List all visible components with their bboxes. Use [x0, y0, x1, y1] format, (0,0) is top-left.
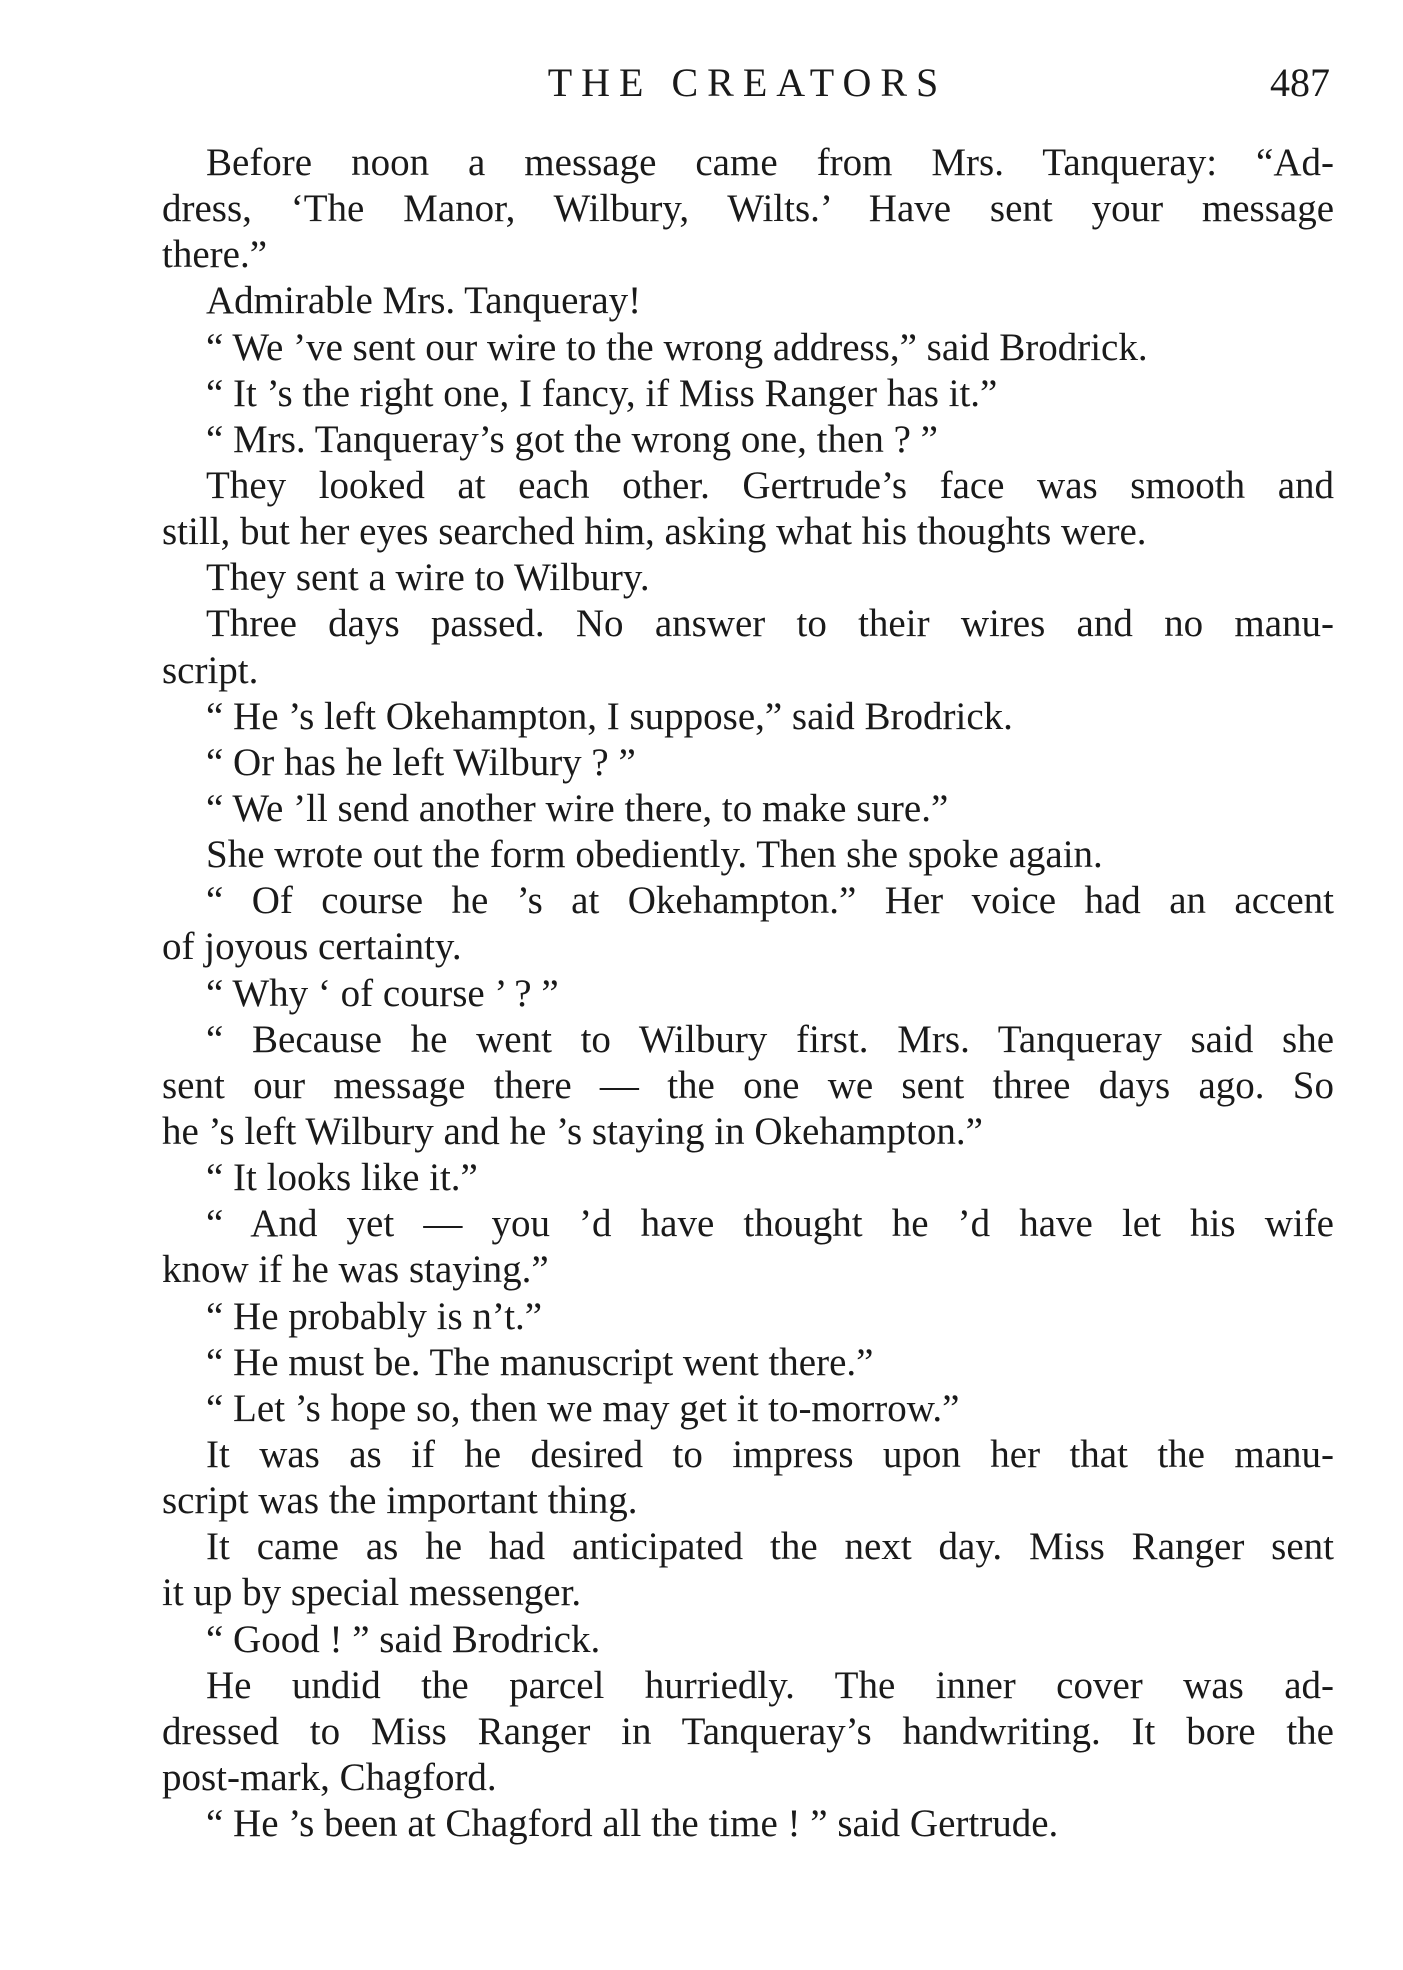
text-line: it up by special messenger. [162, 1571, 582, 1615]
text-line: dressed to Miss Ranger in Tanqueray’s handwriting. It bore the [162, 1709, 1334, 1753]
text-line: sent our message there — the one we sent three days ago. So [162, 1063, 1334, 1107]
text-line: “ Why ‘ of course ’ ? ” [206, 971, 559, 1015]
text-line: “ It ’s the right one, I fancy, if Miss Ranger has it.” [206, 371, 998, 415]
text-line: He undid the parcel hurriedly. The inner cover was ad- [206, 1663, 1334, 1707]
text-line: there.” [162, 233, 268, 277]
text-line: “ Because he went to Wilbury first. Mrs. Tanqueray said she [206, 1017, 1334, 1061]
text-line: She wrote out the form obediently. Then she spoke again. [206, 833, 1103, 877]
text-line: “ He probably is n’t.” [206, 1294, 543, 1338]
text-line: of joyous certainty. [162, 925, 462, 969]
text-line: “ He ’s been at Chagford all the time ! ” said Gertrude. [206, 1802, 1059, 1846]
text-line: Admirable Mrs. Tanqueray! [206, 279, 642, 323]
text-line: “ Good ! ” said Brodrick. [206, 1617, 601, 1661]
text-line: “ He ’s left Okehampton, I suppose,” said Brodrick. [206, 694, 1013, 738]
text-line: Three days passed. No answer to their wires and no manu- [206, 602, 1334, 646]
text-line: “ He must be. The manuscript went there.” [206, 1340, 874, 1384]
text-line: “ Let ’s hope so, then we may get it to-morrow.” [206, 1386, 960, 1430]
text-line: script was the important thing. [162, 1479, 638, 1523]
running-title: THE CREATORS [547, 60, 948, 105]
text-line: know if he was staying.” [162, 1248, 549, 1292]
text-line: They sent a wire to Wilbury. [206, 556, 650, 600]
text-body [162, 140, 1334, 1847]
text-line: “ We ’ve sent our wire to the wrong address,” said Brodrick. [206, 325, 1148, 369]
text-line: still, but her eyes searched him, asking what his thoughts were. [162, 510, 1147, 554]
text-line: “ And yet — you ’d have thought he ’d have let his wife [206, 1202, 1334, 1246]
text-line: dress, ‘The Manor, Wilbury, Wilts.’ Have sent your message [162, 187, 1334, 231]
text-line: “ It looks like it.” [206, 1156, 478, 1200]
page-number: 487 [1270, 60, 1330, 105]
text-line: “ We ’ll send another wire there, to make sure.” [206, 786, 949, 830]
text-line: he ’s left Wilbury and he ’s staying in Okehampton.” [162, 1109, 983, 1153]
text-line: They looked at each other. Gertrude’s face was smooth and [206, 463, 1334, 507]
text-line: “ Or has he left Wilbury ? ” [206, 740, 636, 784]
text-line: Before noon a message came from Mrs. Tanqueray: “Ad- [206, 141, 1334, 184]
text-line: “ Of course he ’s at Okehampton.” Her voice had an accent [206, 879, 1334, 923]
text-line: It came as he had anticipated the next day. Miss Ranger sent [206, 1525, 1334, 1569]
text-line: post-mark, Chagford. [162, 1755, 497, 1799]
text-line: “ Mrs. Tanqueray’s got the wrong one, then ? ” [206, 417, 938, 461]
text-line: script. [162, 648, 259, 692]
text-line: It was as if he desired to impress upon her that the manu- [206, 1432, 1334, 1476]
page-header [165, 58, 1330, 108]
